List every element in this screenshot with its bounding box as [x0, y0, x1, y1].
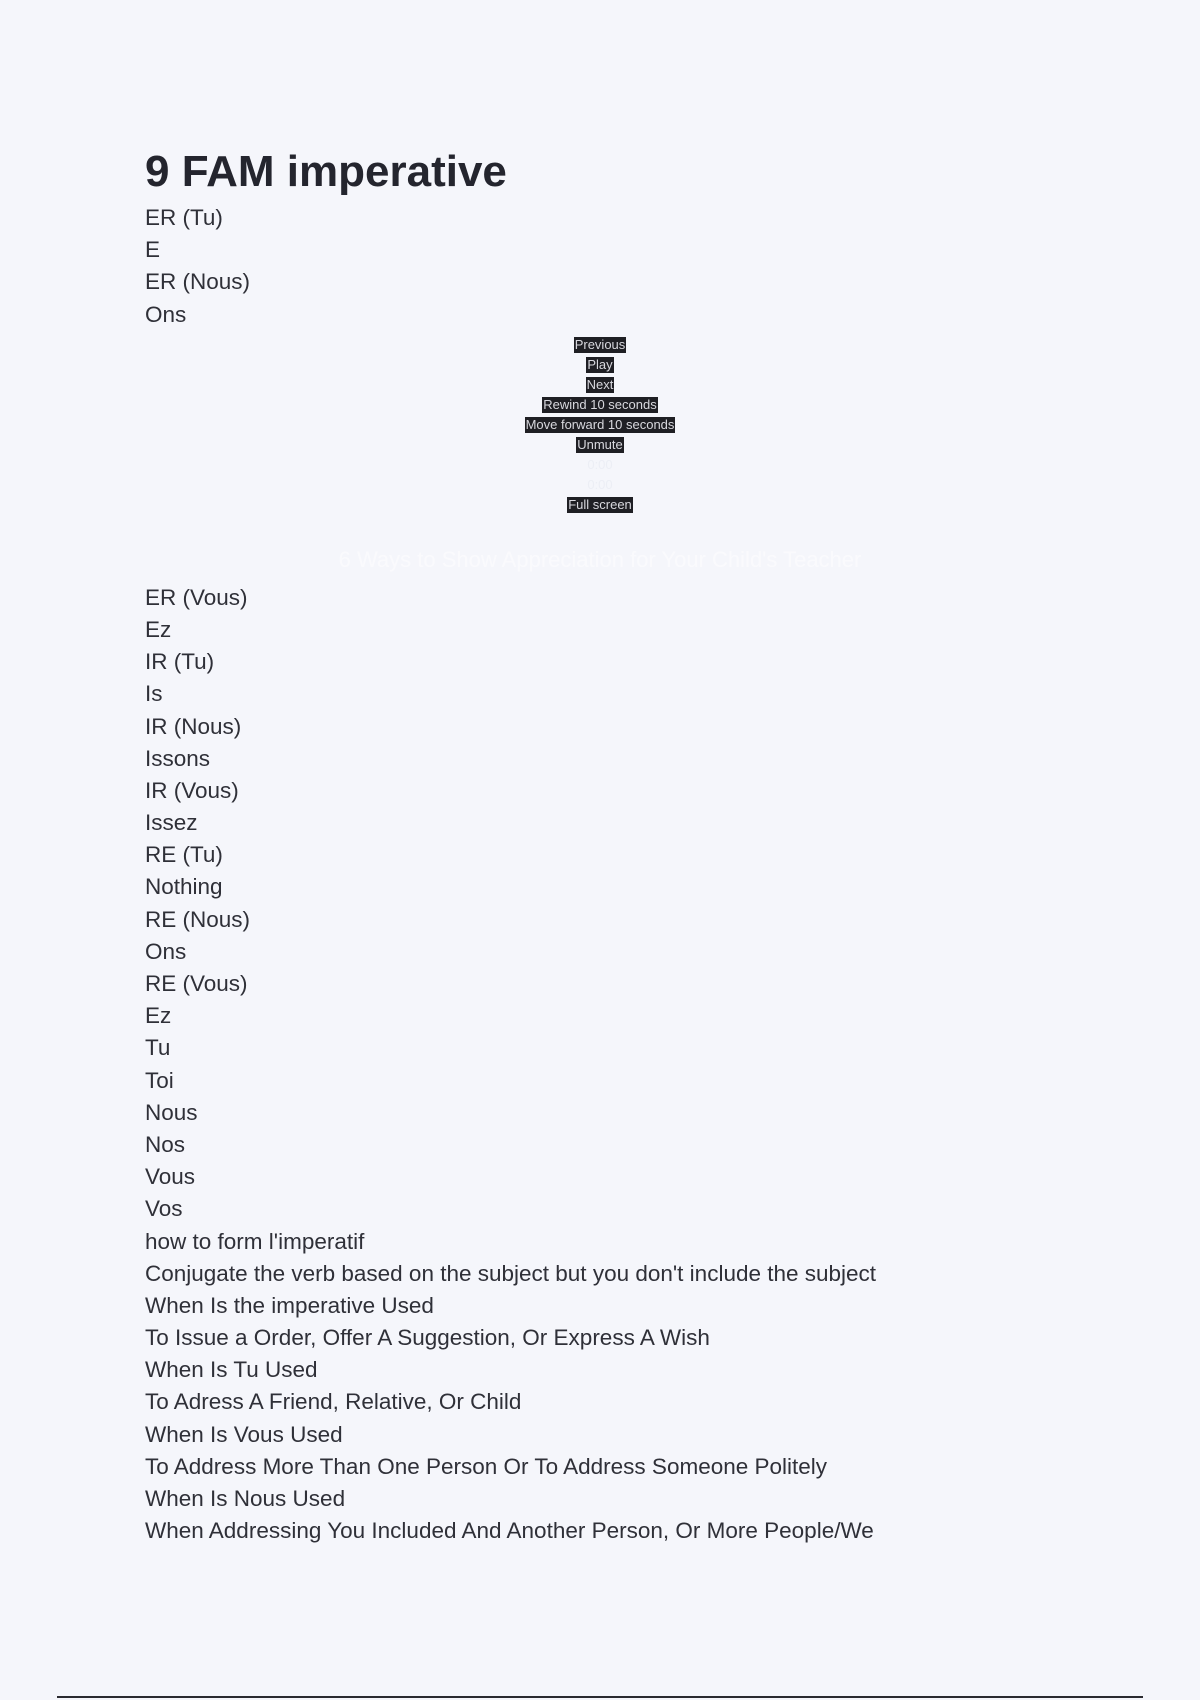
previous-button[interactable]: Previous	[574, 336, 626, 352]
flashcard-list-bottom	[145, 582, 1065, 1548]
player-controls	[0, 337, 1200, 517]
list-item: IR (Vous)	[145, 777, 239, 803]
flashcard-content	[145, 146, 1065, 1547]
fullscreen-button[interactable]: Full screen	[568, 496, 632, 512]
video-title[interactable]: 6 Ways to Show Appreciation for Your Child's Teacher	[338, 546, 862, 572]
flashcard-list-top	[145, 202, 1065, 331]
list-item: Issez	[145, 810, 198, 836]
list-item: ER (Tu)	[145, 205, 223, 230]
list-item: ER (Nous)	[145, 269, 251, 295]
list-item: Tu	[145, 1035, 171, 1061]
footer-divider	[57, 1696, 1143, 1698]
list-item: Vous	[145, 1164, 196, 1190]
total-time: 0:00	[587, 476, 613, 492]
video-player[interactable]	[145, 337, 1065, 582]
list-item: Nos	[145, 1131, 186, 1157]
page-title: 9 FAM imperative	[145, 147, 507, 196]
forward-button[interactable]: Move forward 10 seconds	[525, 416, 675, 432]
list-item: Conjugate the verb based on the subject but you don't include the subject	[145, 1260, 877, 1286]
unmute-button[interactable]: Unmute	[577, 436, 623, 452]
list-item: Nous	[145, 1099, 198, 1125]
list-item: Is	[145, 681, 163, 707]
list-item: Ons	[145, 301, 187, 327]
list-item: To Adress A Friend, Relative, Or Child	[145, 1389, 522, 1415]
list-item: IR (Nous)	[145, 713, 242, 739]
list-item: When Is Vous Used	[145, 1421, 343, 1447]
list-item: To Address More Than One Person Or To Address Someone Politely	[145, 1453, 828, 1479]
list-item: E	[145, 237, 161, 263]
list-item: IR (Tu)	[145, 649, 215, 675]
list-item: Ons	[145, 938, 187, 964]
list-item: Issons	[145, 745, 211, 771]
list-item: Nothing	[145, 874, 223, 900]
rewind-button[interactable]: Rewind 10 seconds	[543, 396, 657, 412]
list-item: When Addressing You Included And Another Person, Or More People/We	[145, 1518, 874, 1544]
play-button[interactable]: Play	[587, 356, 613, 372]
list-item: When Is Tu Used	[145, 1357, 318, 1383]
list-item: Vos	[145, 1196, 183, 1222]
list-item: RE (Tu)	[145, 842, 223, 868]
list-item: To Issue a Order, Offer A Suggestion, Or Express A Wish	[145, 1325, 710, 1351]
list-item: When Is Nous Used	[145, 1486, 346, 1511]
list-item: Ez	[145, 616, 172, 642]
list-item: RE (Vous)	[145, 971, 248, 996]
list-item: Toi	[145, 1067, 174, 1093]
list-item: When Is the imperative Used	[145, 1292, 434, 1318]
next-button[interactable]: Next	[586, 376, 614, 392]
list-item: Ez	[145, 1003, 172, 1029]
list-item: ER (Vous)	[145, 584, 248, 610]
list-item: how to form l'imperatif	[145, 1228, 365, 1254]
list-item: RE (Nous)	[145, 906, 251, 932]
current-time: 0:00	[587, 456, 613, 472]
